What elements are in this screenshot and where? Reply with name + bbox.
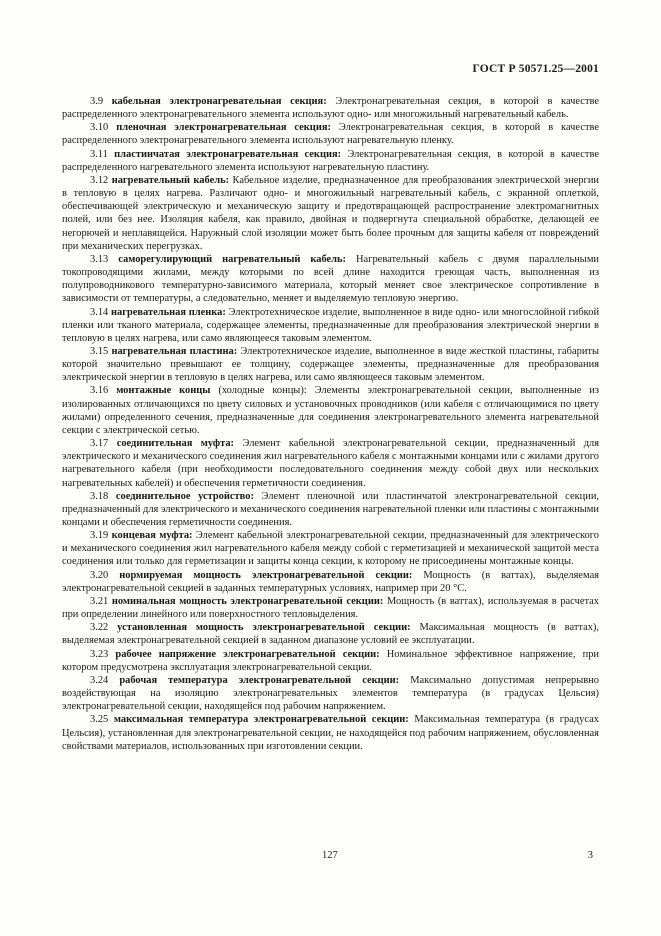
clause-number: 3.20 [90, 569, 109, 581]
clause-number: 3.13 [90, 253, 109, 265]
clause-number: 3.9 [90, 96, 104, 107]
definition-text: Максимальная температура (в градусах Цельсия), установленная для электронагревательной секции, не находящейся под рабочим напряжением, обусловленная свойствами материалов, использованных при изготовлении секции. [62, 714, 599, 752]
definition-paragraph [62, 95, 599, 121]
defined-term: пленочная электронагревательная секция: [116, 122, 331, 134]
definition-paragraph [62, 595, 599, 621]
clause-number: 3.23 [90, 648, 109, 660]
definition-paragraph [62, 713, 599, 752]
clause-number: 3.22 [90, 622, 109, 634]
clause-number: 3.16 [90, 385, 109, 397]
definition-paragraph [62, 174, 599, 253]
definition-paragraph [62, 253, 599, 306]
definition-text: Мощность (в ваттах), выделяемая электронагревательной секцией в заданных температурных условиях, например при 20 °С. [62, 569, 599, 594]
standard-header: ГОСТ Р 50571.25—2001 [472, 63, 599, 75]
definition-paragraph [62, 437, 599, 490]
page-number: 127 [322, 850, 338, 861]
definition-text: Элемент пленочной или пластинчатой электронагревательной секции, предназначенный для электрического и механического соединения нагревательной пленки или пластины с монтажными концами и обеспечения герметичности соединения. [62, 490, 600, 528]
definition-paragraph [62, 306, 599, 345]
definition-text: Электротехническое изделие, выполненное в виде одно- или многослойной гибкой пленки или тканого материала, содержащее элементы, предназначенные для преобразования электрической энергии в тепловую в целях нагрева, или само являющееся таковым элементом. [62, 306, 600, 344]
clause-number: 3.11 [90, 148, 108, 160]
clause-number: 3.12 [90, 174, 109, 186]
definition-paragraph [62, 648, 599, 674]
definition-paragraph [62, 529, 599, 568]
definition-text: Электронагревательная секция, в которой в качестве распределенного нагревательного элемента используют нагревательную пластину. [62, 148, 599, 173]
definition-paragraph [62, 121, 599, 147]
definition-text: Максимально допустимая непрерывно воздействующая на изоляцию электронагревательных элементов температура (в градусах Цельсия) электронагревательной секции, находящейся под рабочим напряжением. [62, 674, 599, 713]
definition-paragraph [62, 384, 599, 437]
definition-paragraph [62, 569, 599, 595]
clause-number: 3.14 [90, 306, 109, 318]
defined-term: номинальная мощность электронагревательной секции: [111, 595, 384, 607]
definition-text: Максимальная мощность (в ваттах), выделяемая электронагревательной секцией в заданном диапазоне условий ее эксплуатации. [62, 622, 600, 647]
definition-text: Элемент кабельной электронагревательной секции, предназначенный для электрического и механического соединения жил нагревательного кабеля между собой с герметизацией и механической защитой места соединения или только для герметизации и защиты конца секции, к которому не присоединены монтажные концы. [62, 530, 600, 568]
defined-term: соединительная муфта: [116, 438, 235, 450]
defined-term: саморегулирующий нагревательный кабель: [118, 253, 347, 265]
definition-text: Электронагревательная секция, в которой в качестве распределенного электронагревательного элемента используют нагревательную пленку. [62, 122, 600, 147]
defined-term: кабельная электронагревательная секция: [111, 96, 327, 107]
defined-term: концевая муфта: [111, 530, 193, 542]
defined-term: пластинчатая электронагревательная секция: [114, 148, 342, 160]
clause-number: 3.25 [90, 714, 109, 726]
defined-term: нагревательная пленка: [111, 306, 226, 318]
clause-number: 3.24 [90, 674, 109, 686]
sheet-number: 3 [587, 850, 593, 861]
definition-paragraph [62, 148, 599, 174]
definition-paragraph [62, 490, 599, 529]
definition-text: Кабельное изделие, предназначенное для преобразования электрической энергии в тепловую в целях нагрева. Различают одно- и многожильный нагревательный кабель, с экранной оплеткой, обеспечивающей электрическую и механическую защиту и предотвращающей распространение электромагнитных полей, или без нее. Изоляция кабеля, как правило, двойная и подвергнута специальной обработке, делающей ее негорючей и неплавящейся. Наружный слой изоляции может быть более прочным для защиты кабеля от повреждений при механических перегрузках. [62, 174, 600, 252]
defined-term: рабочее напряжение электронагревательной секции: [115, 648, 380, 660]
definition-paragraph [62, 345, 599, 384]
defined-term: нагревательная пластина: [111, 345, 238, 357]
defined-term: нормируемая мощность электронагревательной секции: [119, 569, 413, 581]
defined-term: рабочая температура электронагревательной секции: [119, 674, 400, 686]
definition-text: Номинальное эффективное напряжение, при котором предусмотрена эксплуатация электронагревательной секции. [62, 648, 599, 673]
clause-number: 3.18 [90, 490, 109, 502]
clause-number: 3.19 [90, 530, 109, 542]
defined-term: установленная мощность электронагревательной секции: [117, 622, 411, 634]
defined-term: нагревательный кабель: [111, 174, 230, 186]
definition-text: Нагревательный кабель с двумя параллельными токопроводящими жилами, между которыми по всей длине находится греющая часть, выполненная из полупроводникового температурно-зависимого материала, который меняет свое электрическое сопротивление в зависимости от температуры, а следовательно, меняет и выделяемую тепловую энергию. [62, 253, 600, 305]
clause-number: 3.15 [90, 345, 109, 357]
clause-number: 3.17 [90, 438, 109, 450]
definition-text: Электронагревательная секция, в которой в качестве распределенного электронагревательного элемента используют одно- или многожильный нагревательный кабель. [62, 96, 600, 121]
defined-term: монтажные концы [116, 385, 211, 397]
definition-paragraph [62, 621, 599, 647]
defined-term: соединительное устройство: [115, 490, 254, 502]
definition-paragraph [62, 674, 599, 713]
defined-term: максимальная температура электронагревательной секции: [113, 714, 409, 726]
definition-text: (холодные концы): Элементы электронагревательной секции, выполненные из изолированных отличающихся по цвету силовых и установочных проводников (или кабеля с отличающимися по цвету жилами) определенного сечения, предназначенные для соединения электронагревательного элемента нагревательной секции с электрической сетью. [62, 385, 599, 436]
clause-number: 3.21 [90, 595, 109, 607]
clause-number: 3.10 [90, 122, 109, 134]
definition-text: Мощность (в ваттах), используемая в расчетах при определении линейного или поверхностного тепловыделения. [62, 595, 600, 621]
definition-text: Элемент кабельной электронагревательной секции, предназначенный для электрического и механического соединения жил нагревательного кабеля с монтажными концами или с жилами другого нагревательного кабеля (при необходимости последовательного соединения между собой двух или нескольких нагревательных кабелей) и обеспечения герметичности соединения. [62, 438, 600, 489]
document-body [62, 95, 599, 753]
definition-text: Электротехническое изделие, выполненное в виде жесткой пластины, габариты которой значительно превышают ее толщину, содержащее элементы, предназначенные для преобразования электрической энергии в тепловую в целях нагрева, или само являющееся таковым элементом. [62, 345, 599, 384]
